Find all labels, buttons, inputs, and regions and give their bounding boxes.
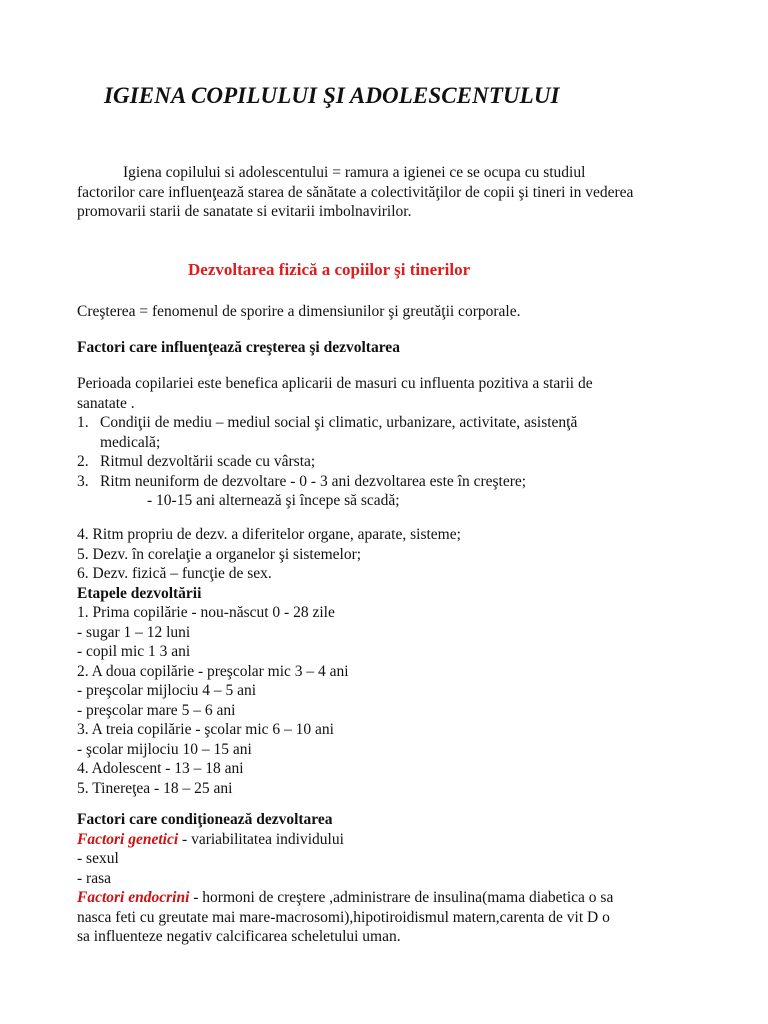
perioada-paragraph: Perioada copilariei este benefica aplicarii de masuri cu influenta pozitiva a starii de sanatate . [77, 375, 593, 412]
etape-heading: Etapele dezvoltării [77, 584, 202, 602]
list-item: 1. Prima copilărie - nou-născut 0 - 28 zile [77, 604, 335, 621]
list-item: 2. A doua copilărie - preşcolar mic 3 – 4 ani [77, 662, 349, 680]
list-item: - sexul [77, 850, 119, 867]
list-item: 3. A treia copilărie - şcolar mic 6 – 10 ani [77, 721, 334, 738]
list-item: 5. Tinereţea - 18 – 25 ani [77, 779, 233, 797]
list-item: - sugar 1 – 12 luni [77, 623, 191, 641]
factors-continued [77, 525, 461, 798]
list-item: 3. Ritm neuniform de dezvoltare - 0 - 3 ani dezvoltarea este în creştere; [77, 472, 527, 490]
factors-heading: Factori care influenţează creşterea şi dezvoltarea [77, 339, 400, 356]
list-item: - rasa [77, 869, 111, 887]
factors-list [77, 413, 637, 491]
list-item: 1. Condiţii de mediu – mediul social şi climatic, urbanizare, activitate, asistenţă medicală; [77, 414, 578, 451]
intro-text: Igiena copilului si adolescentului = ramura a igienei ce se ocupa cu studiul factorilor care influenţează starea de sănătate a colectivităţilor de copii şi tineri in vederea promovarii starii de sanatate si evitarii imbolnavirilor. [77, 164, 634, 220]
list-item: 6. Dezv. fizică – funcţie de sex. [77, 565, 272, 582]
cresterea-definition: Creşterea = fenomenul de sporire a dimensiunilor şi greutăţii corporale. [77, 303, 521, 320]
list-item: - preşcolar mijlociu 4 – 5 ani [77, 682, 257, 699]
list-item: 4. Ritm propriu de dezv. a diferitelor organe, aparate, sisteme; [77, 526, 461, 543]
genetici-line [77, 830, 617, 850]
list-item: 4. Adolescent - 13 – 18 ani [77, 760, 244, 777]
list-item: - preşcolar mare 5 – 6 ani [77, 701, 236, 719]
factor3-continuation: - 10-15 ani alternează şi începe să scadă; [147, 492, 400, 509]
intro-paragraph [77, 163, 637, 222]
list-item: 2. Ritmul dezvoltării scade cu vârsta; [77, 453, 316, 470]
factors-section [77, 374, 637, 511]
list-item: - şcolar mijlociu 10 – 15 ani [77, 740, 252, 758]
genetici-label: Factori genetici [77, 830, 179, 848]
section-subtitle: Dezvoltarea fizică a copiilor şi tinerilor [188, 260, 471, 279]
conditioneaza-heading: Factori care condiţionează dezvoltarea [77, 811, 333, 828]
list-item: - copil mic 1 3 ani [77, 643, 191, 660]
conditioneaza-section [77, 810, 617, 947]
list-item: 5. Dezv. în corelaţie a organelor şi sistemelor; [77, 545, 362, 563]
endocrini-paragraph [77, 888, 617, 947]
endocrini-label: Factori endocrini [77, 889, 190, 906]
page-title: IGIENA COPILULUI ŞI ADOLESCENTULUI [104, 83, 560, 108]
genetici-text: - variabilitatea individului [178, 830, 344, 848]
endocrini-text: - hormoni de creştere ,administrare de insulina(mama diabetica o sa nasca feti cu greutate mai mare-macrosomi),hipotiroidismul matern,carenta de vit D o sa influenteze negativ calcificarea scheletului uman. [77, 889, 614, 945]
